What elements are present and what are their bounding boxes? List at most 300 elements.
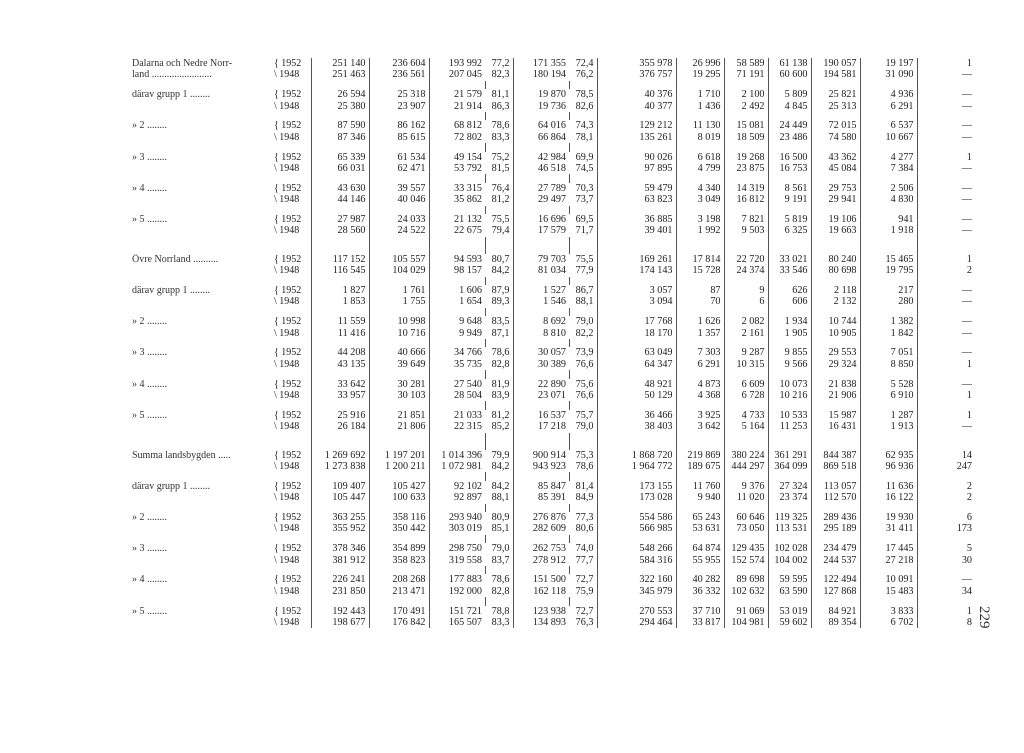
spacer-cell [311, 206, 369, 214]
table-cell: 40 046 [369, 194, 429, 205]
table-cell: 2 161 [724, 328, 768, 339]
table-row [128, 152, 972, 163]
table-cell: 584 316 [597, 555, 676, 566]
table-cell: 87 [676, 285, 724, 296]
spacer-cell [597, 433, 676, 450]
table-cell: 869 518 [811, 461, 860, 472]
table-cell: 176 842 [369, 617, 429, 628]
spacer-cell [676, 504, 724, 512]
table-cell: 4 936 [860, 89, 917, 100]
table-cell: 36 885 [597, 214, 676, 225]
table-cell: 23 071 [513, 390, 569, 401]
table-cell: 70 [676, 296, 724, 307]
row-year: \ 1948 [274, 327, 300, 339]
spacer-cell [429, 237, 485, 254]
spacer-cell [917, 206, 972, 214]
row-year: { 1952 [274, 480, 302, 492]
spacer-cell [917, 143, 972, 151]
spacer-cell [513, 339, 569, 347]
table-cell: 113 531 [768, 523, 811, 534]
table-cell: 33 642 [311, 379, 369, 390]
table-cell: 33 021 [768, 254, 811, 265]
table-cell: 6 325 [768, 225, 811, 236]
table-row [128, 285, 972, 296]
table-cell: 30 103 [369, 390, 429, 401]
table-cell: 10 315 [724, 359, 768, 370]
spacer-cell [429, 535, 485, 543]
table-cell: 127 868 [811, 586, 860, 597]
table-cell: 85,2 [491, 421, 510, 433]
table-cell: 3 057 [597, 285, 676, 296]
table-row [128, 359, 972, 370]
table-cell: 236 561 [369, 69, 429, 80]
spacer-cell [513, 504, 569, 512]
spacer-cell [513, 277, 569, 285]
table-cell: 2 118 [811, 285, 860, 296]
table-cell: 10 998 [369, 316, 429, 327]
row-year: { 1952 [274, 347, 302, 359]
spacer-cell [768, 277, 811, 285]
table-cell: 25 821 [811, 89, 860, 100]
spacer-cell [128, 504, 272, 512]
table-cell: 66 031 [311, 163, 369, 174]
spacer-cell [860, 566, 917, 574]
spacer-cell [128, 401, 272, 409]
table-cell: — [917, 120, 972, 131]
table-cell: 844 387 [811, 450, 860, 461]
table-cell: 7 303 [676, 347, 724, 358]
row-year: { 1952 [274, 285, 302, 297]
table-cell: 4 733 [724, 410, 768, 421]
table-cell: 78,6 [575, 461, 594, 473]
table-cell: 94 593 [429, 254, 485, 265]
row-spacer [128, 143, 972, 151]
table-cell: 10 905 [811, 328, 860, 339]
spacer-cell [513, 237, 569, 254]
table-row [128, 69, 972, 80]
table-cell: 25 318 [369, 89, 429, 100]
table-cell: 69,9 [575, 151, 594, 163]
spacer-cell [676, 308, 724, 316]
table-cell: 102 028 [768, 543, 811, 554]
table-cell: 81,2 [491, 409, 510, 421]
table-cell: 29 941 [811, 194, 860, 205]
spacer-cell [676, 535, 724, 543]
table-cell: 34 766 [429, 347, 485, 358]
table-cell: 262 753 [513, 543, 569, 554]
table-cell: 74,3 [575, 120, 594, 132]
spacer-cell [676, 206, 724, 214]
table-cell: 1 654 [429, 296, 485, 307]
spacer-cell [676, 81, 724, 89]
table-cell: 4 340 [676, 183, 724, 194]
spacer-cell [676, 112, 724, 120]
spacer-cell [128, 535, 272, 543]
table-cell: 270 553 [597, 606, 676, 617]
page-number: 229 [976, 606, 992, 629]
spacer-cell [569, 174, 597, 182]
table-cell: 60 600 [768, 69, 811, 80]
table-cell: 33 546 [768, 265, 811, 276]
table-cell: 29 553 [811, 347, 860, 358]
spacer-cell [569, 112, 597, 120]
table-cell: 76,2 [575, 69, 594, 81]
spacer-cell [485, 174, 513, 182]
spacer-cell [311, 433, 369, 450]
table-cell: 6 291 [676, 359, 724, 370]
row-year: { 1952 [274, 182, 302, 194]
table-cell: 23 486 [768, 132, 811, 143]
row-year: { 1952 [274, 120, 302, 132]
spacer-cell [485, 339, 513, 347]
table-cell: 38 403 [597, 421, 676, 432]
table-cell: 189 675 [676, 461, 724, 472]
table-cell: 219 869 [676, 450, 724, 461]
row-label: » 5 ........ [132, 214, 167, 226]
spacer-cell [676, 472, 724, 480]
spacer-cell [485, 206, 513, 214]
row-spacer [128, 206, 972, 214]
table-row [128, 461, 972, 472]
spacer-cell [128, 433, 272, 450]
spacer-cell [676, 566, 724, 574]
table-cell: 247 [917, 461, 972, 472]
spacer-cell [768, 472, 811, 480]
table-cell: 16 500 [768, 152, 811, 163]
row-spacer [128, 277, 972, 285]
table-cell: 14 319 [724, 183, 768, 194]
spacer-cell [569, 504, 597, 512]
spacer-cell [811, 81, 860, 89]
table-cell: 251 463 [311, 69, 369, 80]
spacer-cell [272, 206, 311, 214]
table-cell: 64 874 [676, 543, 724, 554]
table-cell: 81,9 [491, 378, 510, 390]
table-cell: 89 698 [724, 574, 768, 585]
table-cell: 6 910 [860, 390, 917, 401]
table-cell: 33 315 [429, 183, 485, 194]
table-cell: 27 789 [513, 183, 569, 194]
table-cell: 116 545 [311, 265, 369, 276]
table-row [128, 214, 972, 225]
table-cell: 81,2 [491, 194, 510, 206]
table-cell: 64 016 [513, 120, 569, 131]
table-cell: 5 164 [724, 421, 768, 432]
table-cell: 5 819 [768, 214, 811, 225]
table-cell: 16 431 [811, 421, 860, 432]
spacer-cell [676, 433, 724, 450]
spacer-cell [311, 370, 369, 378]
table-cell: 151 721 [429, 606, 485, 617]
table-cell: — [917, 132, 972, 143]
table-cell: 234 479 [811, 543, 860, 554]
spacer-cell [128, 308, 272, 316]
spacer-cell [272, 566, 311, 574]
spacer-cell [768, 566, 811, 574]
table-cell: 30 281 [369, 379, 429, 390]
spacer-cell [724, 143, 768, 151]
spacer-cell [917, 401, 972, 409]
spacer-cell [369, 112, 429, 120]
spacer-cell [272, 535, 311, 543]
table-cell: — [917, 194, 972, 205]
row-label [128, 492, 272, 503]
table-cell: 83,9 [491, 390, 510, 402]
spacer-cell [128, 112, 272, 120]
table-cell: 1 964 772 [597, 461, 676, 472]
table-cell: 16 122 [860, 492, 917, 503]
table-cell: 16 812 [724, 194, 768, 205]
table-cell: 81,1 [491, 89, 510, 101]
spacer-cell [724, 433, 768, 450]
table-cell: 79,0 [575, 421, 594, 433]
table-cell: 2 [917, 265, 972, 276]
table-cell: 60 646 [724, 512, 768, 523]
table-cell: 59 595 [768, 574, 811, 585]
table-cell: 72 802 [429, 132, 485, 143]
table-cell: 25 916 [311, 410, 369, 421]
table-cell: 27 540 [429, 379, 485, 390]
table-cell: 1 [917, 152, 972, 163]
spacer-cell [569, 237, 597, 254]
row-year: { 1952 [274, 409, 302, 421]
spacer-cell [811, 597, 860, 605]
table-cell: 80 698 [811, 265, 860, 276]
table-cell: 298 750 [429, 543, 485, 554]
spacer-cell [724, 237, 768, 254]
row-year: { 1952 [274, 543, 302, 555]
table-cell: 58 589 [724, 58, 768, 69]
row-spacer [128, 339, 972, 347]
row-label: » 5 ........ [132, 605, 167, 617]
table-cell: 35 862 [429, 194, 485, 205]
spacer-cell [311, 308, 369, 316]
table-cell: 74,5 [575, 163, 594, 175]
table-cell: 78,5 [575, 89, 594, 101]
spacer-cell [369, 370, 429, 378]
spacer-cell [485, 81, 513, 89]
table-cell: 1 827 [311, 285, 369, 296]
table-row [128, 183, 972, 194]
table-cell: 109 407 [311, 481, 369, 492]
table-cell: 289 436 [811, 512, 860, 523]
spacer-cell [429, 277, 485, 285]
table-cell: 105 427 [369, 481, 429, 492]
table-row [128, 410, 972, 421]
spacer-cell [569, 433, 597, 450]
spacer-cell [272, 81, 311, 89]
table-cell: 16 696 [513, 214, 569, 225]
table-cell: 3 049 [676, 194, 724, 205]
table-cell: 1 761 [369, 285, 429, 296]
spacer-cell [768, 206, 811, 214]
table-cell: 381 912 [311, 555, 369, 566]
table-cell: 89,3 [491, 296, 510, 308]
table-cell: 61 534 [369, 152, 429, 163]
table-cell: 79,4 [491, 225, 510, 237]
table-cell: 75,7 [575, 409, 594, 421]
table-cell: 171 355 [513, 58, 569, 69]
table-cell: 26 996 [676, 58, 724, 69]
table-cell: 36 332 [676, 586, 724, 597]
table-cell: 8 850 [860, 359, 917, 370]
table-row [128, 555, 972, 566]
table-cell: 6 291 [860, 101, 917, 112]
table-cell: 15 465 [860, 254, 917, 265]
spacer-cell [768, 237, 811, 254]
table-cell: 2 [917, 492, 972, 503]
table-cell: 53 019 [768, 606, 811, 617]
table-cell: 87 590 [311, 120, 369, 131]
table-cell: 77,3 [575, 512, 594, 524]
spacer-cell [860, 81, 917, 89]
table-cell: 64 347 [597, 359, 676, 370]
table-cell: 236 604 [369, 58, 429, 69]
spacer-cell [513, 81, 569, 89]
table-cell: 626 [768, 285, 811, 296]
table-cell: 19 663 [811, 225, 860, 236]
spacer-cell [811, 401, 860, 409]
spacer-cell [676, 174, 724, 182]
row-label [128, 359, 272, 370]
table-cell: 294 464 [597, 617, 676, 628]
row-spacer [128, 370, 972, 378]
row-year: \ 1948 [274, 131, 300, 143]
row-year: \ 1948 [274, 523, 300, 535]
spacer-cell [724, 597, 768, 605]
table-cell: 34 [917, 586, 972, 597]
spacer-cell [860, 370, 917, 378]
spacer-cell [569, 339, 597, 347]
table-cell: 4 845 [768, 101, 811, 112]
spacer-cell [311, 504, 369, 512]
spacer-cell [917, 472, 972, 480]
row-label [128, 555, 272, 566]
spacer-cell [485, 112, 513, 120]
table-cell: 21 914 [429, 101, 485, 112]
table-cell: 78,8 [491, 605, 510, 617]
table-cell: 29 324 [811, 359, 860, 370]
table-cell: 31 090 [860, 69, 917, 80]
row-label: » 2 ........ [132, 316, 167, 328]
spacer-cell [917, 81, 972, 89]
spacer-cell [768, 112, 811, 120]
table-cell: 73 050 [724, 523, 768, 534]
table-cell: 943 923 [513, 461, 569, 472]
row-label: » 4 ........ [132, 378, 167, 390]
table-cell: 2 506 [860, 183, 917, 194]
table-cell: 2 132 [811, 296, 860, 307]
table-cell: 4 873 [676, 379, 724, 390]
table-cell: 39 557 [369, 183, 429, 194]
table-cell: 43 630 [311, 183, 369, 194]
table-cell: 280 [860, 296, 917, 307]
spacer-cell [369, 143, 429, 151]
table-cell: 80,6 [575, 523, 594, 535]
spacer-cell [597, 112, 676, 120]
spacer-cell [569, 597, 597, 605]
table-cell: 88,1 [575, 296, 594, 308]
table-cell: — [917, 574, 972, 585]
table-cell: 16 753 [768, 163, 811, 174]
spacer-cell [811, 472, 860, 480]
table-cell: 42 984 [513, 152, 569, 163]
spacer-cell [128, 174, 272, 182]
table-cell: 18 170 [597, 328, 676, 339]
spacer-cell [569, 81, 597, 89]
table-cell: 24 522 [369, 225, 429, 236]
table-cell: 11 636 [860, 481, 917, 492]
table-cell: 8 692 [513, 316, 569, 327]
table-cell: 63 049 [597, 347, 676, 358]
table-cell: 11 559 [311, 316, 369, 327]
row-label [128, 523, 272, 534]
spacer-cell [860, 174, 917, 182]
table-cell: 1 [917, 58, 972, 69]
row-year: \ 1948 [274, 585, 300, 597]
row-label [128, 461, 272, 472]
table-cell: 14 [917, 450, 972, 461]
spacer-cell [724, 81, 768, 89]
row-year: { 1952 [274, 378, 302, 390]
table-cell: 28 560 [311, 225, 369, 236]
table-cell: 97 895 [597, 163, 676, 174]
table-cell: 48 921 [597, 379, 676, 390]
table-cell: 40 666 [369, 347, 429, 358]
table-cell: 62 471 [369, 163, 429, 174]
table-cell: 162 118 [513, 586, 569, 597]
table-cell: 75,5 [575, 253, 594, 265]
table-row [128, 89, 972, 100]
table-cell: 44 146 [311, 194, 369, 205]
spacer-cell [597, 472, 676, 480]
table-cell: 21 906 [811, 390, 860, 401]
spacer-cell [513, 206, 569, 214]
table-cell: 28 504 [429, 390, 485, 401]
table-cell: 941 [860, 214, 917, 225]
spacer-cell [429, 308, 485, 316]
table-cell: 24 033 [369, 214, 429, 225]
spacer-cell [917, 237, 972, 254]
table-cell: 244 537 [811, 555, 860, 566]
table-cell: 322 160 [597, 574, 676, 585]
table-cell: 17 445 [860, 543, 917, 554]
table-cell: 23 374 [768, 492, 811, 503]
table-row [128, 101, 972, 112]
table-row [128, 316, 972, 327]
table-cell: 19 930 [860, 512, 917, 523]
spacer-cell [272, 308, 311, 316]
spacer-cell [128, 597, 272, 605]
table-cell: 152 574 [724, 555, 768, 566]
table-cell: 74,0 [575, 543, 594, 555]
spacer-cell [917, 339, 972, 347]
spacer-cell [597, 277, 676, 285]
table-cell: 19 736 [513, 101, 569, 112]
spacer-cell [811, 535, 860, 543]
table-cell: 378 346 [311, 543, 369, 554]
table-cell: 1 710 [676, 89, 724, 100]
table-cell: 21 806 [369, 421, 429, 432]
table-cell: 75,5 [491, 214, 510, 226]
table-cell: 177 883 [429, 574, 485, 585]
table-cell: 192 443 [311, 606, 369, 617]
table-cell: 76,6 [575, 390, 594, 402]
table-cell: — [917, 328, 972, 339]
table-cell: 9 287 [724, 347, 768, 358]
spacer-cell [860, 472, 917, 480]
table-row [128, 120, 972, 131]
